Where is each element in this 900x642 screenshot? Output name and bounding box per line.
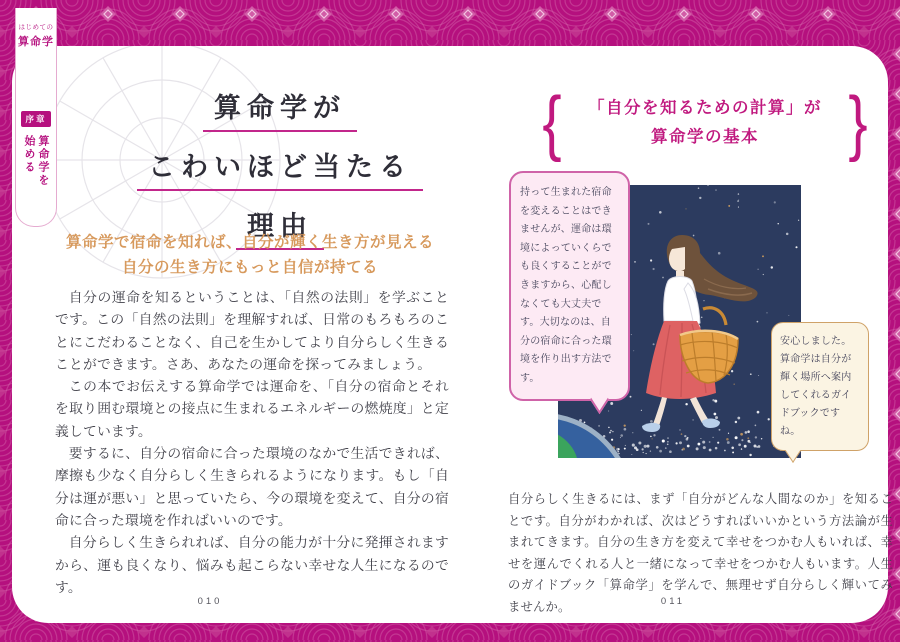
title-text-3: 理由 bbox=[236, 204, 324, 250]
chapter-badge: 序章 bbox=[21, 111, 50, 127]
lead-copy bbox=[38, 230, 462, 280]
body-paragraph-2: この本でお伝えする算命学では運命を、「自分の宿命とそれを取り囲む環境との接点に生まれるエネルギーの燃焼度」と定義しています。 bbox=[55, 379, 449, 439]
series-label-bold: 算命学 bbox=[18, 36, 54, 48]
body-paragraph-1: 自分の運命を知るということは、「自然の法則」を学ぶことです。この「自然の法則」を理解すれば、日常のもろもろのことにこだわることなく、自己を生かしてより自分らしく生きることができます。さあ、あなたの運命を探ってみましょう。 bbox=[55, 290, 449, 372]
chapter-tab bbox=[15, 8, 57, 227]
speech-bubble-cream: 安心しました。算命学は自分が輝く場所へ案内してくれるガイドブックですね。 bbox=[771, 322, 869, 451]
body-text bbox=[55, 287, 449, 599]
left-page-number: 010 bbox=[197, 596, 223, 607]
section-heading bbox=[540, 83, 870, 163]
heading-line-2: 算命学の基本 bbox=[651, 128, 759, 146]
body-paragraph-4: 自分らしく生きられれば、自分の能力が十分に発揮されますから、運も良くなり、悩みも起こらない幸せな人生になるのです。 bbox=[55, 535, 449, 595]
caption-text: 自分らしく生きるには、まず「自分がどんな人間なのか」を知ることです。自分がわかれば、次はどうすればいいかという方法論が生まれてきます。自分の生き方を変えて幸せをつかむ人もいれば、幸せを運んでくれる人と一緒になって幸せをつかむ人もいます。人生のガイドブック「算命学」を学んで、無理せず自分らしく輝いてみませんか。 bbox=[508, 492, 893, 614]
chapter-title-line2: 始める bbox=[23, 135, 35, 174]
heading-line-1: 「自分を知るための計算」が bbox=[588, 99, 822, 117]
curly-brace-left: { bbox=[542, 83, 562, 163]
body-paragraph-3: 要するに、自分の宿命に合った環境のなかで生活できれば、摩擦も少なく自分らしく生きられるようになります。もし「自分は運が悪い」と思っていたら、今の環境を変えて、自分の宿命に合った環境を作ればいいのです。 bbox=[55, 446, 449, 528]
series-label-small: はじめての bbox=[18, 24, 54, 31]
right-page-number: 011 bbox=[660, 596, 686, 607]
chapter-title-line1: 算命学を bbox=[37, 135, 49, 187]
chapter-title-vertical bbox=[22, 135, 50, 226]
title-line-1 bbox=[110, 86, 450, 132]
curly-brace-right: } bbox=[848, 83, 868, 163]
lead-line-1: 算命学で宿命を知れば、自分が輝く生き方が見える bbox=[65, 234, 434, 251]
title-text-2: こわいほど当たる bbox=[137, 145, 423, 191]
lead-line-2: 自分の生き方にもっと自信が持てる bbox=[121, 259, 378, 276]
speech-bubble-pink: 持って生まれた宿命を変えることはできませんが、運命は環境によっていくらでも良くすることができますから、心配しなくても大丈夫です。大切なのは、自分の宿命に合った環境を作り出す方法です。 bbox=[509, 171, 630, 401]
title-line-2 bbox=[110, 145, 450, 191]
title-text-1: 算命学が bbox=[203, 86, 357, 132]
section-heading-text bbox=[564, 94, 846, 152]
